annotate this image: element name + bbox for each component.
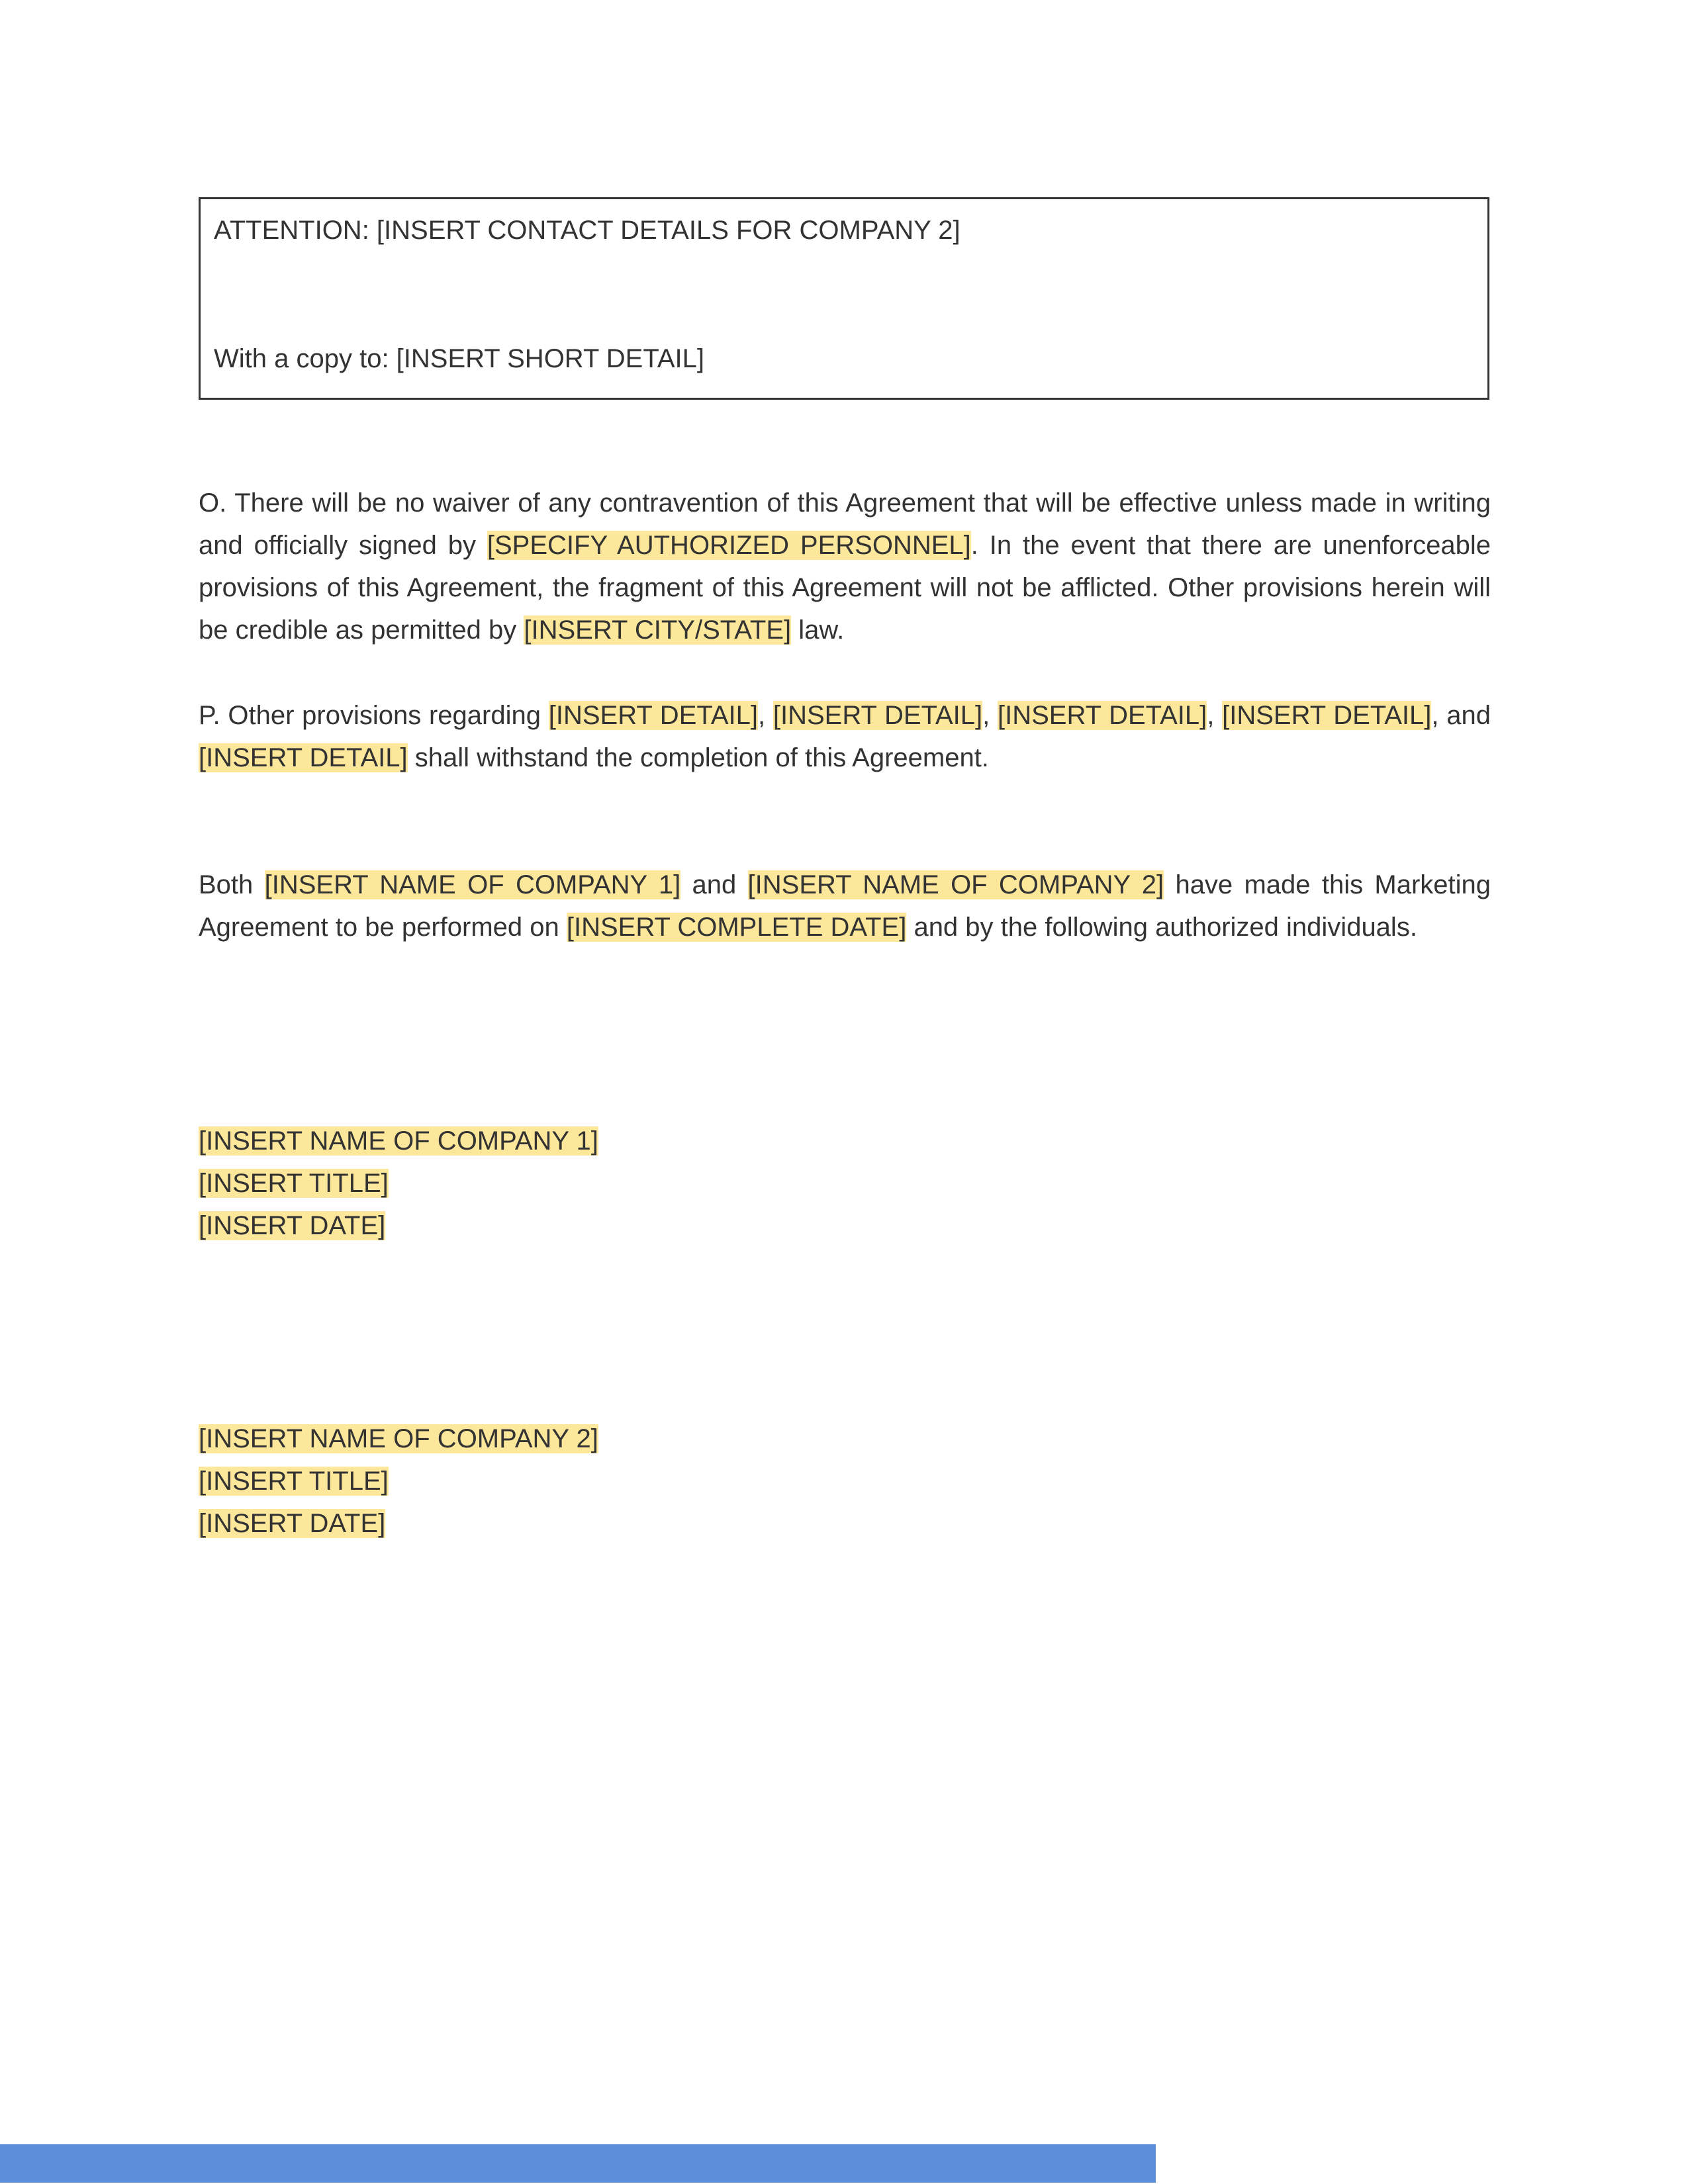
placeholder-company-2: [INSERT NAME OF COMPANY 2] (747, 870, 1164, 899)
copy-to-line: With a copy to: [INSERT SHORT DETAIL] (214, 344, 704, 373)
footer-accent-bar (0, 2144, 1156, 2183)
signature-block-company-2 (199, 1418, 598, 1545)
placeholder-city-state: [INSERT CITY/STATE] (524, 615, 792, 645)
closing-text: and (680, 870, 748, 899)
clause-p-separator: , (982, 701, 998, 730)
placeholder-detail: [INSERT DETAIL] (199, 743, 408, 772)
closing-text: and by the following authorized individuals. (906, 913, 1417, 942)
signatory-name: [INSERT NAME OF COMPANY 2] (199, 1424, 598, 1453)
attention-line: ATTENTION: [INSERT CONTACT DETAILS FOR COMPANY 2] (214, 216, 961, 245)
clause-p (199, 694, 1491, 779)
signature-block-company-1 (199, 1120, 598, 1247)
placeholder-company-1: [INSERT NAME OF COMPANY 1] (264, 870, 681, 899)
clause-p-separator: , (1207, 701, 1223, 730)
clause-o (199, 482, 1491, 651)
clause-o-text: . In the event that there are unenforceable provisions of this Agreement, the fragment of this Agreement will not be afflicted. Other provisions herein will be credible as permitted by (199, 531, 1491, 645)
placeholder-detail: [INSERT DETAIL] (1222, 701, 1432, 730)
signatory-date: [INSERT DATE] (199, 1211, 386, 1240)
closing-text: Both (199, 870, 265, 899)
notice-box (199, 197, 1489, 400)
clause-p-separator: , and (1431, 701, 1491, 730)
placeholder-detail: [INSERT DETAIL] (998, 701, 1207, 730)
closing-paragraph (199, 864, 1491, 948)
clause-p-text: P. Other provisions regarding (199, 701, 549, 730)
placeholder-complete-date: [INSERT COMPLETE DATE] (566, 913, 907, 942)
placeholder-authorized-personnel: [SPECIFY AUTHORIZED PERSONNEL] (487, 531, 971, 560)
signatory-title: [INSERT TITLE] (199, 1467, 389, 1496)
clause-o-text: law. (791, 615, 845, 645)
clause-p-separator: , (758, 701, 773, 730)
signatory-date: [INSERT DATE] (199, 1509, 386, 1538)
clause-p-text: shall withstand the completion of this Agreement. (407, 743, 989, 772)
placeholder-detail: [INSERT DETAIL] (548, 701, 758, 730)
signatory-name: [INSERT NAME OF COMPANY 1] (199, 1126, 598, 1156)
clause-o-text: O. There will be no waiver of any contravention of this Agreement that will be effective unless made in writing and officially signed by (199, 488, 1491, 560)
closing-text: have made this Marketing Agreement to be performed on (199, 870, 1491, 942)
signatory-title: [INSERT TITLE] (199, 1169, 389, 1198)
placeholder-detail: [INSERT DETAIL] (773, 701, 983, 730)
